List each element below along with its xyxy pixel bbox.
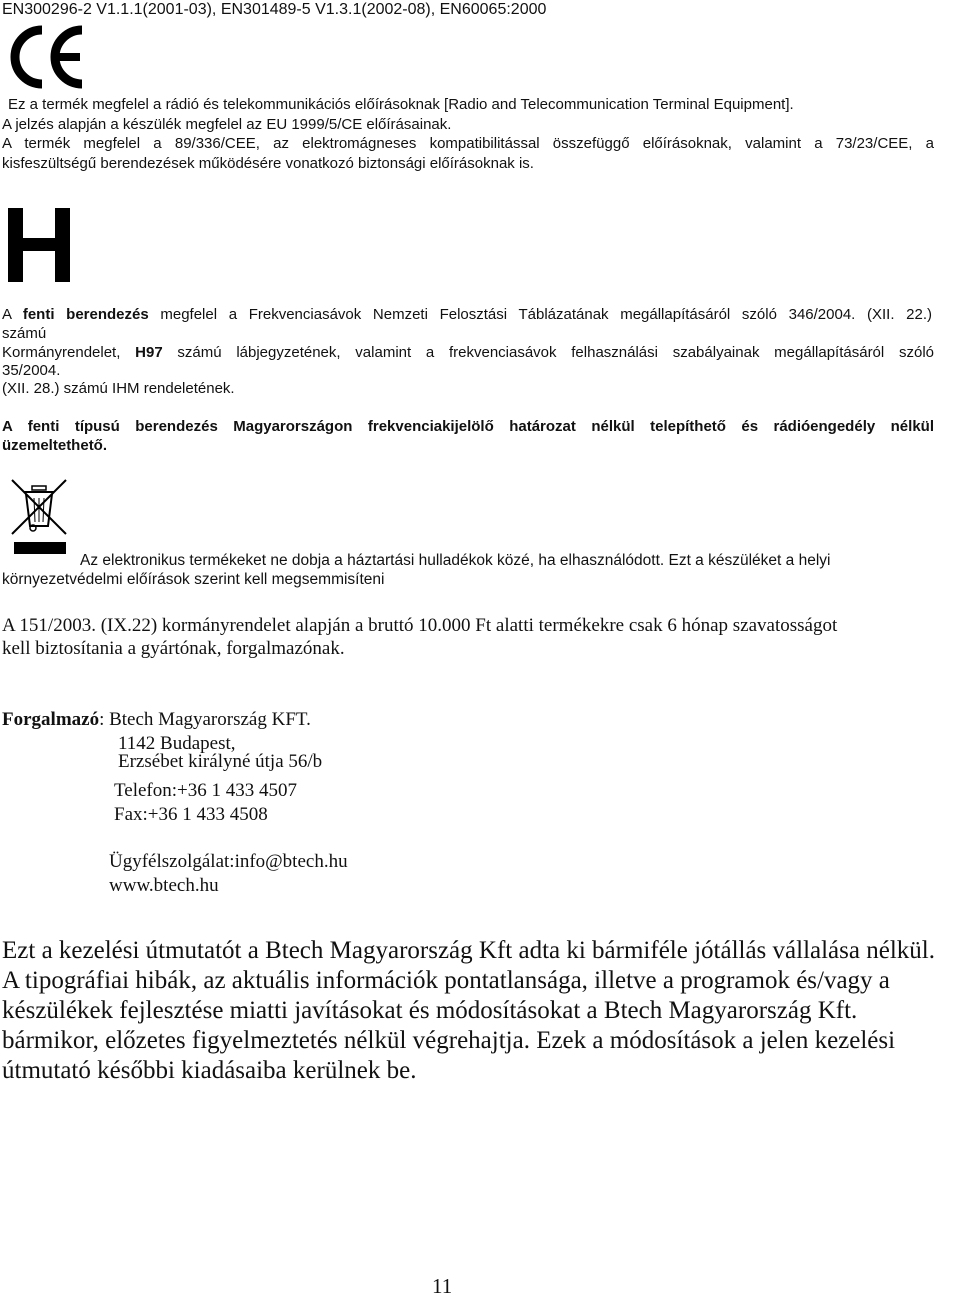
warranty-line-1: A 151/2003. (IX.22) kormányrendelet alapján a bruttó 10.000 Ft alatti termékekre csak 6 hónap szavatosságot — [2, 615, 838, 636]
ce-text-line-2: A jelzés alapján a készülék megfelel az EU 1999/5/CE előírásainak. — [2, 116, 452, 133]
disclaimer-line-1: Ezt a kezelési útmutatót a Btech Magyarország Kft adta ki bármiféle jótállás vállalása nélkül. — [2, 937, 935, 964]
page-number: 11 — [432, 1274, 453, 1298]
h-text-line-4: 35/2004. — [2, 362, 61, 379]
ce-text-line-1: Ez a termék megfelel a rádió és telekommunikációs előírásoknak [Radio and Telecommunication Terminal Equipment]. — [8, 96, 794, 113]
h-text-line-1: A fenti berendezés megfelel a Frekvenciasávok Nemzeti Felosztási Táblázatának megállapításáról szóló 346/2004. (XII. 22.) — [2, 306, 932, 323]
standards-line: EN300296-2 V1.1.1(2001-03), EN301489-5 V1.3.1(2002-08), EN60065:2000 — [2, 1, 547, 18]
h-mark — [8, 208, 70, 282]
crossed-bin-icon — [10, 478, 70, 558]
distributor-name: Forgalmazó: Btech Magyarország KFT. — [2, 709, 311, 730]
warranty-line-2: kell biztosítania a gyártónak, forgalmazónak. — [2, 638, 345, 659]
disclaimer-line-3: készülékek fejlesztése miatti javításokat és módosításokat a Btech Magyarország Kft. — [2, 997, 858, 1024]
distributor-label: Forgalmazó — [2, 709, 100, 730]
h-text-line-3: Kormányrendelet, H97 számú lábjegyzetének, valamint a frekvenciasávok felhasználási szabályainak megállapításáról szóló — [2, 344, 934, 361]
distributor-street: Erzsébet királyné útja 56/b — [118, 751, 323, 772]
h-text-line-2: számú — [2, 325, 47, 342]
h-bold-line-2: üzemeltethető. — [2, 437, 108, 454]
h-bold-line-1: A fenti típusú berendezés Magyarországon frekvenciakijelölő határozat nélkül telepíthető és rádióengedély nélkül — [2, 418, 934, 435]
distributor-city: 1142 Budapest, — [118, 733, 236, 754]
weee-text-line-1: Az elektronikus termékeket ne dobja a háztartási hulladékok közé, ha elhasználódott. Ezt a készüléket a helyi — [80, 552, 831, 569]
ce-text-line-4: kisfeszültségű berendezések működésére vonatkozó biztonsági előírásoknak is. — [2, 155, 534, 172]
distributor-support-email[interactable]: Ügyfélszolgálat:info@btech.hu — [109, 851, 348, 872]
weee-text-line-2: környezetvédelmi előírások szerint kell megsemmisíteni — [2, 571, 385, 588]
distributor-phone: Telefon:+36 1 433 4507 — [114, 780, 297, 801]
disclaimer-line-2: A tipográfiai hibák, az aktuális információk pontatlansága, illetve a programok és/vagy a — [2, 967, 890, 994]
distributor-fax: Fax:+36 1 433 4508 — [114, 804, 268, 825]
disclaimer-line-5: útmutató későbbi kiadásaiba kerülnek be. — [2, 1057, 417, 1084]
disclaimer-line-4: bármikor, előzetes figyelmeztetés nélkül végrehajtja. Ezek a módosítások a jelen kezelési — [2, 1027, 896, 1054]
ce-logo — [6, 24, 86, 90]
distributor-website[interactable]: www.btech.hu — [109, 875, 219, 896]
ce-text-line-3: A termék megfelel a 89/336/CEE, az elektromágneses kompatibilitással összefüggő előírásoknak, valamint a 73/23/CEE, a — [2, 135, 934, 152]
h-text-line-5: (XII. 28.) számú IHM rendeletének. — [2, 380, 235, 397]
